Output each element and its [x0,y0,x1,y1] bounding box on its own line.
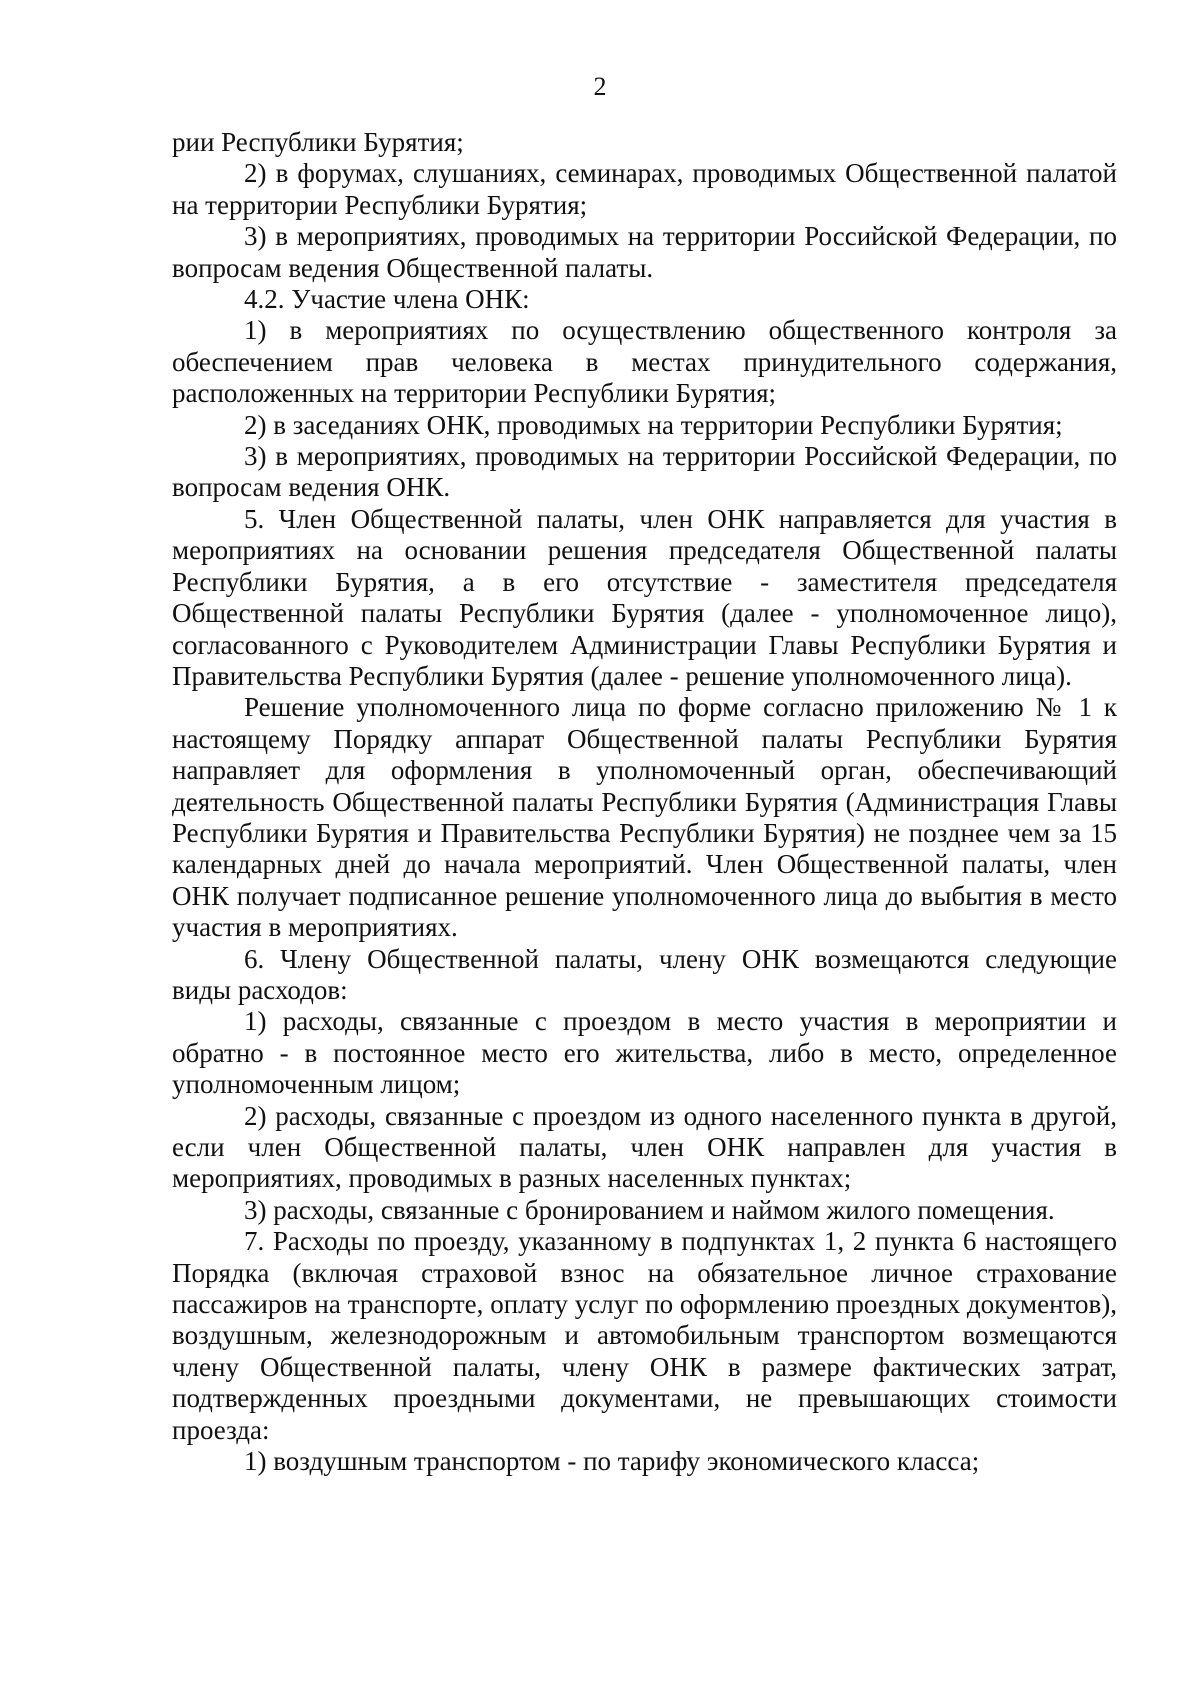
paragraph: 5. Член Общественной палаты, член ОНК направляется для участия в мероприятиях на основании решения председателя Общественной палаты Республики Бурятия, а в его отсутствие - заместителя председателя Общественной палаты Республики Бурятия (далее - уполномоченное лицо), согласованного с Руководителем Администрации Главы Республики Бурятия и Правительства Республики Бурятия (далее - решение уполномоченного лица). [172,503,1117,691]
paragraph: 2) в форумах, слушаниях, семинарах, проводимых Общественной палатой на территории Республики Бурятия; [172,158,1117,220]
paragraph: Решение уполномоченного лица по форме согласно приложению № 1 к настоящему Порядку аппарат Общественной палаты Республики Бурятия направляет для оформления в уполномоченный орган, обеспечивающий деятельность Общественной палаты Республики Бурятия (Администрация Главы Республики Бурятия и Правительства Республики Бурятия) не позднее чем за 15 календарных дней до начала мероприятий. Член Общественной палаты, член ОНК получает подписанное решение уполномоченного лица до выбытия в место участия в мероприятиях. [172,692,1117,943]
paragraph: 4.2. Участие члена ОНК: [244,284,530,315]
paragraph: 1) расходы, связанные с проездом в место участия в мероприятии и обратно - в постоянное место его жительства, либо в место, определенное уполномоченным лицом; [172,1006,1117,1100]
paragraph: 6. Члену Общественной палаты, члену ОНК возмещаются следующие виды расходов: [172,943,1117,1005]
paragraph: 3) в мероприятиях, проводимых на территории Российской Федерации, по вопросам ведения Общественной палаты. [172,221,1117,283]
paragraph: 3) расходы, связанные с бронированием и наймом жилого помещения. [244,1194,1055,1225]
paragraph-continuation: рии Республики Бурятия; [172,127,464,157]
paragraph: 2) в заседаниях ОНК, проводимых на территории Республики Бурятия; [244,409,1063,440]
paragraph: 2) расходы, связанные с проездом из одного населенного пункта в другой, если член Общественной палаты, член ОНК направлен для участия в мероприятиях, проводимых в разных населенных пунктах; [172,1100,1117,1194]
paragraph: 3) в мероприятиях, проводимых на территории Российской Федерации, по вопросам ведения ОНК. [172,441,1117,503]
paragraph: 7. Расходы по проезду, указанному в подпунктах 1, 2 пункта 6 настоящего Порядка (включая страховой взнос на обязательное личное страхование пассажиров на транспорте, оплату услуг по оформлению проездных документов), воздушным, железнодорожным и автомобильным транспортом возмещаются члену Общественной палаты, члену ОНК в размере фактических затрат, подтвержденных проездными документами, не превышающих стоимости проезда: [172,1226,1117,1445]
paragraph: 1) воздушным транспортом - по тарифу экономического класса; [244,1446,980,1477]
page-number: 2 [593,72,607,101]
paragraph: 1) в мероприятиях по осуществлению общественного контроля за обеспечением прав человека в местах принудительного содержания, расположенных на территории Республики Бурятия; [172,315,1117,409]
document-body [172,127,1117,1477]
